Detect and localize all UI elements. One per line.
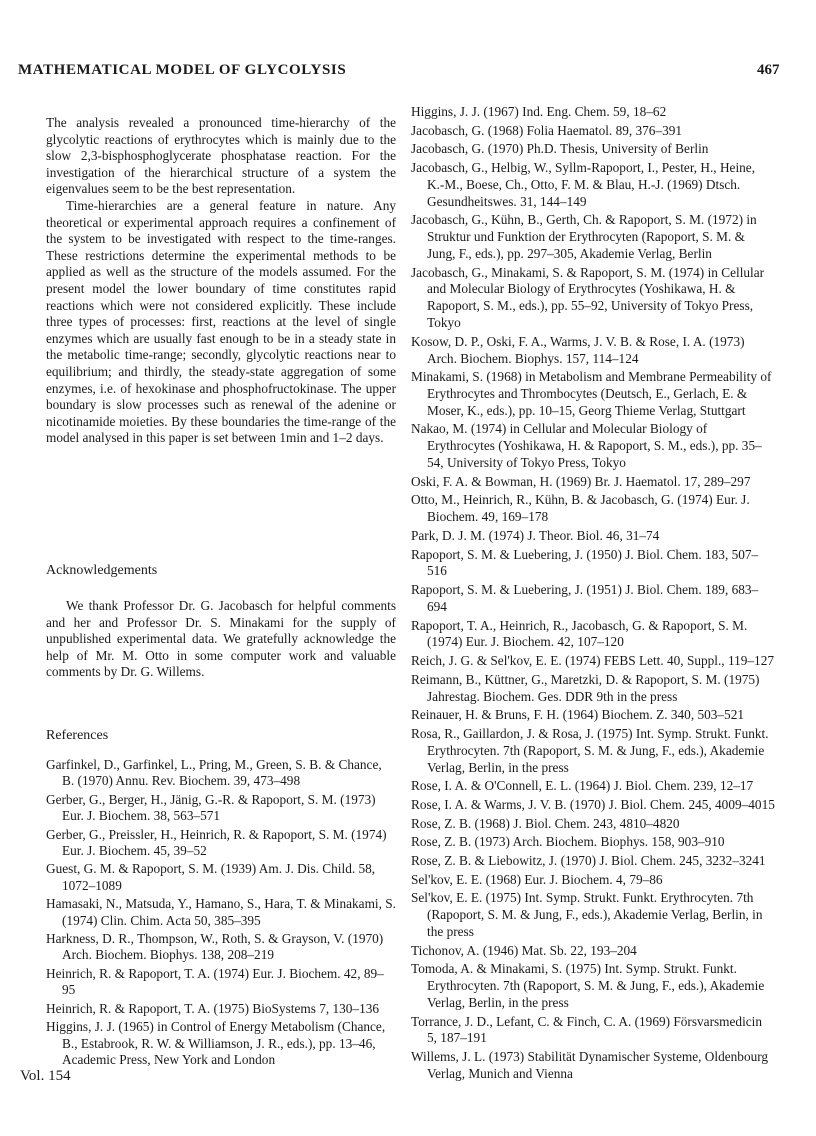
reference-item: Guest, G. M. & Rapoport, S. M. (1939) Am. J. Dis. Child. 58, 1072–1089: [46, 861, 376, 893]
reference-item: Rosa, R., Gaillardon, J. & Rosa, J. (1975) Int. Symp. Strukt. Funkt. Erythrocyten. 7th (Rapoport, S. M. & Jung, F., eds.), Akademie Verlag, Berlin, in the press: [411, 725, 769, 775]
reference-item: Rose, Z. B. (1968) J. Biol. Chem. 243, 4810–4820: [411, 815, 680, 831]
reference-item: Nakao, M. (1974) in Cellular and Molecular Biology of Erythrocytes (Yoshikawa, H. & Rapoport, S. M., eds.), pp. 35–54, University of Tokyo Press, Tokyo: [411, 421, 762, 471]
reference-item: Jacobasch, G., Helbig, W., Syllm-Rapoport, I., Pester, H., Heine, K.-M., Boese, Ch., Otto, F. M. & Blau, H.-J. (1969) Dtsch. Gesundheitswes. 31, 144–149: [411, 160, 756, 209]
reference-item: Rose, I. A. & O'Connell, E. L. (1964) J. Biol. Chem. 239, 12–17: [411, 778, 754, 794]
body-paragraph: Time-hierarchies are a general feature in nature. Any theoretical or experimental approach requires a confinement of the system to be investigated with respect to the time-ranges. These restrictions determine the experimental methods to be applied as well as the structure of the models assumed. For the present model the lower boundary of time constitutes rapid reactions which were not considered explicitly. These include three types of processes: first, reactions at the level of single enzymes which are usually fast enough to be in a steady state in the metabolic time-range; secondly, glycolytic reactions near to equilibrium; and thirdly, the steady-state aggregation of some enzymes, i.e. of hexokinase and phosphofructokinase. The upper boundary is slow processes such as renewal of the adenine or nicotinamide moieties. By these boundaries the time-range of the model analysed in this paper is set between 1min and 1–2 days.: [46, 197, 396, 446]
references-heading: References: [46, 728, 109, 743]
acknowledgements-text: We thank Professor Dr. G. Jacobasch for helpful comments and her and Professor Dr. S. Minakami for the supply of unpublished experimental data. We gratefully acknowledge the help of Mr. M. Otto in some computer work and valuable comments by Dr. G. Willems.: [46, 598, 396, 680]
reference-item: Oski, F. A. & Bowman, H. (1969) Br. J. Haematol. 17, 289–297: [411, 473, 751, 489]
reference-item: Higgins, J. J. (1967) Ind. Eng. Chem. 59, 18–62: [411, 104, 667, 119]
reference-item: Jacobasch, G. (1970) Ph.D. Thesis, University of Berlin: [411, 141, 709, 157]
reference-item: Reinauer, H. & Bruns, F. H. (1964) Biochem. Z. 340, 503–521: [411, 707, 745, 723]
reference-item: Rapoport, S. M. & Luebering, J. (1950) J. Biol. Chem. 183, 507–516: [411, 546, 759, 579]
reference-item: Hamasaki, N., Matsuda, Y., Hamano, S., Hara, T. & Minakami, S. (1974) Clin. Chim. Acta 50, 385–395: [46, 896, 396, 928]
reference-item: Heinrich, R. & Rapoport, T. A. (1975) BioSystems 7, 130–136: [46, 1000, 380, 1016]
reference-item: Willems, J. L. (1973) Stabilität Dynamischer Systeme, Oldenbourg Verlag, Munich and Vienna: [411, 1049, 769, 1081]
reference-item: Kosow, D. P., Oski, F. A., Warms, J. V. B. & Rose, I. A. (1973) Arch. Biochem. Biophys. 157, 114–124: [411, 333, 745, 366]
reference-item: Rapoport, S. M. & Luebering, J. (1951) J. Biol. Chem. 189, 683–694: [411, 582, 759, 614]
reference-item: Park, D. J. M. (1974) J. Theor. Biol. 46, 31–74: [411, 527, 660, 543]
body-text-column: [46, 103, 396, 447]
reference-item: Rose, I. A. & Warms, J. V. B. (1970) J. Biol. Chem. 245, 4009–4015: [411, 796, 775, 812]
page-number: 467: [757, 62, 780, 78]
reference-item: Jacobasch, G., Kühn, B., Gerth, Ch. & Rapoport, S. M. (1972) in Struktur und Funktion der Erythrocyten (Rapoport, S. M. & Jung, F., eds.), pp. 297–305, Akademie Verlag, Berlin: [411, 212, 757, 261]
reference-item: Sel'kov, E. E. (1975) Int. Symp. Strukt. Funkt. Erythrocyten. 7th (Rapoport, S. M. & Jung, F., eds.), Akademie Verlag, Berlin, in the press: [411, 890, 763, 939]
reference-item: Torrance, J. D., Lefant, C. & Finch, C. A. (1969) Försvarsmedicin 5, 187–191: [411, 1013, 763, 1046]
reference-item: Gerber, G., Preissler, H., Heinrich, R. & Rapoport, S. M. (1974) Eur. J. Biochem. 45, 39–52: [46, 826, 387, 859]
reference-item: Rose, Z. B. (1973) Arch. Biochem. Biophys. 158, 903–910: [411, 834, 725, 850]
reference-item: Rapoport, T. A., Heinrich, R., Jacobasch, G. & Rapoport, S. M. (1974) Eur. J. Biochem. 42, 107–120: [411, 617, 748, 650]
reference-item: Garfinkel, D., Garfinkel, L., Pring, M., Green, S. B. & Chance, B. (1970) Annu. Rev. Biochem. 39, 473–498: [46, 757, 382, 789]
reference-item: Gerber, G., Berger, H., Jänig, G.-R. & Rapoport, S. M. (1973) Eur. J. Biochem. 38, 563–571: [46, 791, 376, 824]
volume-footer: Vol. 154: [20, 1068, 71, 1084]
reference-item: Jacobasch, G. (1968) Folia Haematol. 89, 376–391: [411, 122, 683, 138]
reference-item: Higgins, J. J. (1965) in Control of Energy Metabolism (Chance, B., Estabrook, R. W. & Williamson, J. R., eds.), pp. 13–46, Academic Press, New York and London: [46, 1019, 386, 1067]
reference-item: Jacobasch, G., Minakami, S. & Rapoport, S. M. (1974) in Cellular and Molecular Biology of Erythrocytes (Yoshikawa, H. & Rapoport, S. M., eds.), pp. 55–92, University of Tokyo Press, Tokyo: [411, 264, 765, 331]
reference-item: Tichonov, A. (1946) Mat. Sb. 22, 193–204: [411, 942, 637, 958]
reference-item: Tomoda, A. & Minakami, S. (1975) Int. Symp. Strukt. Funkt. Erythrocyten. 7th (Rapoport, S. M. & Jung, F., eds.), Akademie Verlag, Berlin, in the press: [411, 961, 765, 1010]
reference-item: Minakami, S. (1968) in Metabolism and Membrane Permeability of Erythrocytes and Thrombocytes (Deutsch, E., Gerlach, E. & Moser, K., eds.), pp. 10–15, Georg Thieme Verlag, Stuttgart: [411, 369, 772, 418]
reference-item: Harkness, D. R., Thompson, W., Roth, S. & Grayson, V. (1970) Arch. Biochem. Biophys. 138, 208–219: [46, 931, 384, 963]
reference-item: Sel'kov, E. E. (1968) Eur. J. Biochem. 4, 79–86: [411, 871, 663, 887]
reference-item: Otto, M., Heinrich, R., Kühn, B. & Jacobasch, G. (1974) Eur. J. Biochem. 49, 169–178: [411, 492, 750, 525]
body-paragraph: The analysis revealed a pronounced time-hierarchy of the glycolytic reactions of erythrocytes which is mainly due to the slow 2,3-bisphosphoglycerate phosphatase reaction. For the investigation of the hierarchical structure of a system the eigenvalues seem to be the best representation.: [46, 115, 396, 197]
running-head: MATHEMATICAL MODEL OF GLYCOLYSIS: [18, 62, 347, 78]
reference-item: Heinrich, R. & Rapoport, T. A. (1974) Eur. J. Biochem. 42, 89–95: [46, 965, 384, 998]
reference-item: Rose, Z. B. & Liebowitz, J. (1970) J. Biol. Chem. 245, 3232–3241: [411, 852, 766, 868]
acknowledgements-heading: Acknowledgements: [46, 563, 158, 578]
reference-item: Reich, J. G. & Sel'kov, E. E. (1974) FEBS Lett. 40, Suppl., 119–127: [411, 653, 775, 669]
reference-item: Reimann, B., Küttner, G., Maretzki, D. & Rapoport, S. M. (1975) Jahrestag. Biochem. Ges. DDR 9th in the press: [411, 671, 760, 704]
reference-list-left: [46, 757, 396, 1070]
reference-list-right: [411, 104, 775, 1085]
